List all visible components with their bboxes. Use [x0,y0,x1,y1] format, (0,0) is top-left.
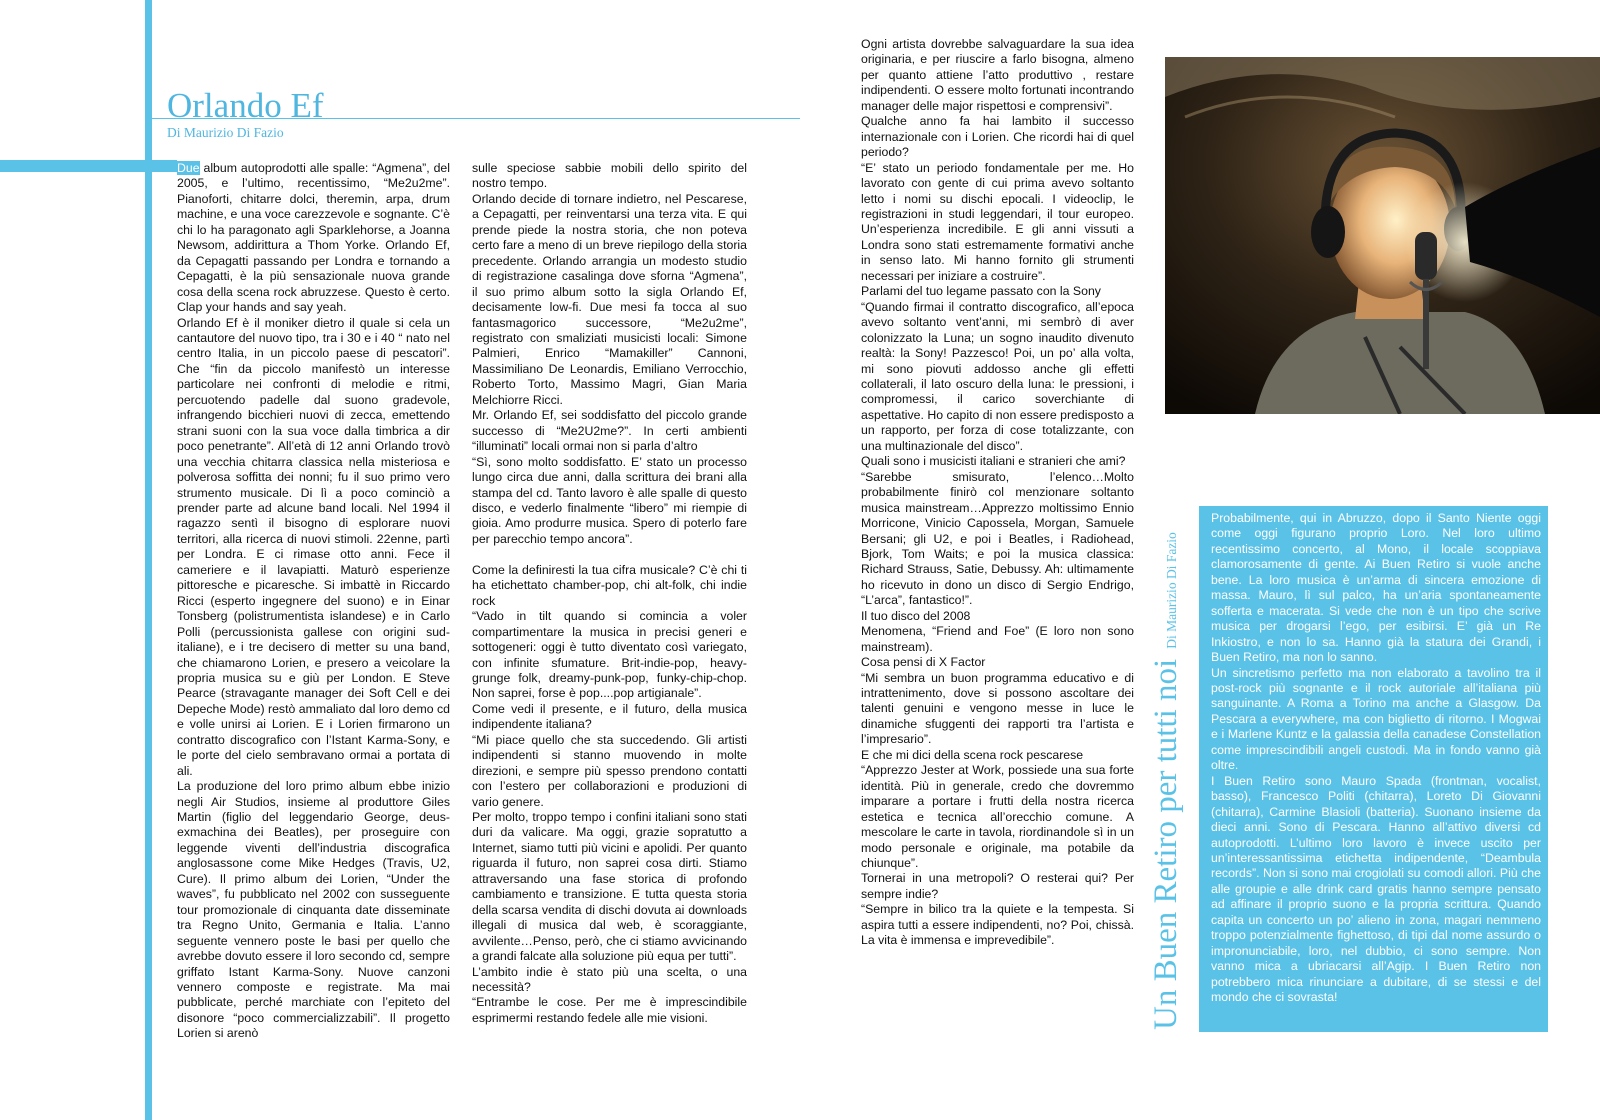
sidebar-byline: Di Maurizio Di Fazio [1164,532,1179,649]
answer: “Entrambe le cose. Per me è imprescindibile esprimermi restando fedele alle mie visioni. [472,995,747,1025]
paragraph: Orlando decide di tornare indietro, nel Pescarese, a Cepagatti, per reinventarsi una terza vita. E qui prende piede la nostra storia, che non poteva certo fare a meno di un breve riepilogo della storia precedente. Orlando arrangia un modesto studio di registrazione casalinga dove sforna “Agmena”, il suo primo album sotto la sigla Orlando Ef, decisamente low-fi. Due mesi fa tocca al suo fantasmagorico successore, “Me2u2me”, registrato con smaliziati musicisti locali: Simone Palmieri, Enrico “Mamakiller” Cannoni, Massimiliano De Leonardis, Emiliano Verrocchio, Roberto Torto, Massimo Magri, Gian Maria Melchiorre Ricci. [472,191,747,407]
answer: “Sarebbe smisurato, l’elenco…Molto probabilmente finirò col menzionare soltanto musica mainstream…Apprezzo moltissimo Ennio Morricone, Vinicio Capossela, Morgan, Samuele Bersani; gli U2, e poi i Beatles, i Radiohead, Bjork, Tom Waits; e poi la musica classica: Richard Strauss, Satie, Debussy. Ah: ultimamente ho ricevuto in dono un disco di Sergio Endrigo, “L’arca”, fantastico!”. [861,469,1134,608]
question: L’ambito indie è stato più una scelta, o una necessità? [472,964,747,995]
singer-photo [1165,57,1600,414]
question: Come la definiresti la tua cifra musicale? C’è chi ti ha etichettato chamber-pop, chi alt-folk, chi indie rock [472,562,747,608]
answer: “Mi sembra un buon programma educativo e di intrattenimento, dove si possono ascoltare dei talenti genuini e vengono messe in luce le dinamiche sfuggenti dei rapporti tra l’artista e l’impresario”. [861,670,1134,747]
paragraph: I Buen Retiro sono Mauro Spada (frontman, vocalist, basso), Francesco Politi (chitarra), Loreto Di Giovanni (chitarra), Carmine Blasioli (batteria). Suonano insieme da dieci anni. Sono di Pescara. Hanno all’attivo diversi cd autoprodotti. L’ultimo loro lavoro è invece uscito per un’interessantissima etichetta indipendente, “Deambula records”. Non si sono mai crogiolati su comodi allori. Più che alle groupie e alle drink card gratis hanno sempre pensato ad affinare il proprio suono e la propria scrittura. Quando capita un concerto un po’ alieno in zona, magari nemmeno troppo potenzialmente fighettoso, di tipi dal nome assurdo o impronunciabile, loro, nel dubbio, ci sono sempre. Non vanno mica a ubriacarsi all’Agip. I Buen Retiro non potrebbero mica rinunciare a dubitare, di se stessi e del mondo che ci sovrasta! [1211,773,1541,1005]
answer: Ogni artista dovrebbe salvaguardare la sua idea originaria, e per riuscire a farlo bisogna, almeno per quanto attiene l’atto produttivo , restare indipendenti. O essere molto fortunati incontrando manager delle major rispettosi e comprensivi”. [861,37,1134,113]
answer: “Mi piace quello che sta succedendo. Gli artisti indipendenti si stanno muovendo in molte direzioni, e sempre più spesso prendono contatti con l’estero per collaborazioni e produzioni di vario genere. [472,732,747,809]
article-column-1 [177,161,450,1042]
question: Come vedi il presente, e il futuro, della musica indipendente italiana? [472,701,747,732]
sidebar-article-text [1211,511,1541,1006]
answer: “Vado in tilt quando si comincia a voler compartimentare la musica in precisi generi e sottogeneri: oggi è tutto diventato così variegato, con infinite sfumature. Brit-indie-pop, heavy-grunge folk, dreamy-punk-pop, funky-chip-chop. Non saprei, forse è pop....pop artigianale”. [472,609,747,701]
question: Mr. Orlando Ef, sei soddisfatto del piccolo grande successo di “Me2U2me?”. In certi ambienti “illuminati” locali ormai non si parla d’altro [472,408,747,454]
article-column-2 [472,161,747,1026]
question: Qualche anno fa hai lambito il successo internazionale con i Lorien. Che ricordi hai di quel periodo? [861,114,1134,160]
article-column-3 [861,37,1134,949]
spacer [472,547,747,562]
left-accent-stripe [0,160,177,172]
answer: “Quando firmai il contratto discografico, all’epoca avevo soltanto vent’anni, mi sembrò di aver colonizzato la Luna; un sogno inaudito divenuto realtà: la Sony! Pazzesco! Poi, un po’ alla volta, mi sono piovuti addosso anche gli effetti collaterali, il lato oscuro della luna: le pressioni, i compromessi, il carico soverchiante di aspettative. Ho capito di non essere predisposto a un rapporto, per forza di cose totalizzante, con una multinazionale del disco”. [861,299,1134,453]
answer: “Sì, sono molto soddisfatto. E’ stato un processo lungo circa due anni, dalla scrittura dei brani alla stampa del cd. Tanto lavoro è alle spalle di questo disco, e vederlo finalmente “libero” mi riempie di gioia. Amo produrre musica. Spero di poterlo fare per parecchio tempo ancora”. [472,454,747,546]
sidebar-vertical-title [1148,532,1185,1030]
question: E che mi dici della scena rock pescarese [861,747,1084,762]
article-byline: Di Maurizio Di Fazio [167,125,284,140]
paragraph: La produzione del loro primo album ebbe inizio negli Air Studios, insieme al produttore Giles Martin (figlio del leggendario George, deus-exmachina dei Beatles), per proseguire con leggende viventi dell’industria discografica anglosassone come Mike Hedges (Travis, U2, Cure). Il primo album dei Lorien, “Under the waves”, fu pubblicato nel 2002 con susseguente tour promozionale di cinquanta date disseminate tra Regno Unito, Germania e Italia. L’anno seguente vennero poste le basi per quello che avrebbe dovuto essere il loro secondo cd, sempre griffato Istant Karma-Sony. Nuove canzoni vennero composte e registrate. Ma mai pubblicate, perché marchiate con l’epiteto del disonore “poco commercializzabili”. Il progetto Lorien si arenò [177,779,450,1041]
paragraph: Orlando Ef è il moniker dietro il quale si cela un cantautore del nuovo tipo, tra i 30 e i 40 “ nato nel centro Italia, in un piccolo paese di pescatori”. Che “fin da piccolo manifestò un interesse particolare nei confronti di melodie e ritmi, percuotendo padelle dal suono gradevole, infrangendo bicchieri nuovi di zecca, emettendo strani suoni con la sua voce dalla timbrica a dir poco penetrante”. All’età di 12 anni Orlando trovò una vecchia chitarra classica nella misteriosa e polverosa soffitta dei nonni; fu il suo primo vero strumento musicale. Di lì a poco cominciò a prender parte ad alcune band locali. Nel 1994 il ragazzo sentì il bisogno di esplorare nuovi territori, alla ricerca di nuovi stimoli. 22enne, partì per Londra. E ci rimase otto anni. Fece il cameriere e il lavapiatti. Maturò esperienze pittoresche e picaresche. Si imbattè in Riccardo Ricci (esperto ingegnere del suono) e in Einar Tonsberg (polistrumentista islandese) e in Carlo Polli (percussionista gallese con origini sud-italiane), e i tre decisero di metter su una band, che chiamarono Lorien, e presero a veicolare la propria musica su e giù per London. E Steve Pearce (stravagante manager dei Soft Cell e dei Depeche Mode) restò ammaliato dal loro demo cd e volle unirsi ai Lorien. E i Lorien firmarono un contratto discografico con l’Istant Karma-Sony, e le porte del cielo sembravano ormai a portata di ali. [177,315,450,778]
photo-illustration [1165,57,1600,414]
answer: “Apprezzo Jester at Work, possiede una sua forte identità. Più in generale, credo che dovremmo imparare a portare i frutti della nostra ricerca estetica e tecnica all’orecchio comune. A mescolare le carte in tavola, riordinandole sì in un modo personale e originale, ma potabile da chiunque”. [861,763,1134,871]
paragraph: sulle speciose sabbie mobili dello spirito del nostro tempo. [472,161,747,191]
paragraph: Due album autoprodotti alle spalle: “Agmena”, del 2005, e l’ultimo, recentissimo, “Me2u2me”. Pianoforti, chitarre dolci, theremin, arpa, drum machine, e una voce carezzevole e sognante. C’è chi lo ha paragonato agli Sparklehorse, a Joanna Newsom, addirittura a Thom Yorke. Orlando Ef, da Cepagatti passando per Londra e tornando a Cepagatti, è la più sensazionale nuova grande cosa della scena rock abruzzese. Questo è certo. Clap your hands and say yeah. [177,161,450,315]
answer: Menomena, “Friend and Foe” (E loro non sono mainstream). [861,624,1134,654]
sidebar-article-box [1199,506,1548,1032]
question: Il tuo disco del 2008 [861,608,971,623]
first-word-highlight: Due [177,161,200,175]
answer: “Sempre in bilico tra la quiete e la tempesta. Si aspira tutti a essere indipendenti, no? Poi, chissà. La vita è immensa e imprevedibile”. [861,902,1134,948]
question: Quali sono i musicisti italiani e stranieri che ami? [861,454,1126,469]
answer: Per molto, troppo tempo i confini italiani sono stati duri da valicare. Ma oggi, grazie sopratutto a Internet, siamo tutti più vicini e apolidi. Per quanto riguarda il futuro, non saprei cosa dirti. Stiamo attraversando una fase storica di profondo cambiamento e transizione. E tutta questa storia della scarsa vendita di dischi dovuta ai downloads illegali di musica dal web, è scoraggiante, avvilente…Penso, però, che ci stiamo avvicinando a grandi falcate alla soluzione più equa per tutti”. [472,810,747,964]
sidebar-title: Un Buen Retiro per tutti noi [1148,658,1184,1030]
paragraph: Probabilmente, qui in Abruzzo, dopo il Santo Niente oggi come oggi figurano proprio Loro. Nel loro ultimo recentissimo concerto, al Mono, il locale scoppiava clamorosamente di gente. Ai Buen Retiro si vuole anche bene. La loro musica è un’arma di sincera emozione di massa. Mauro, lì sul palco, ha un’aria spontaneamente sofferta e macerata. Si vede che non è un tipo che scrive musica per drogarsi l’ego, per esibirsi. E’ già un Re Inkiostro, e non lo sa. Hanno già la statura dei Grandi, i Buen Retiro, ma non lo sanno. [1211,511,1541,665]
question: Parlami del tuo legame passato con la Sony [861,284,1101,299]
question: Tornerai in una metropoli? O resterai qui? Per sempre indie? [861,871,1134,901]
answer: “E’ stato un periodo fondamentale per me. Ho lavorato con gente di cui prima avevo soltanto letto i nomi su dischi epocali. I videoclip, le registrazioni in studi leggendari, il tour europeo. Un’esperienza incredibile. E gli anni vissuti a Londra sono stati estremamente formativi anche in senso lato. Mi hanno fornito gli strumenti necessari per iniziare a costruire”. [861,160,1134,283]
paragraph: Un sincretismo perfetto ma non elaborato a tavolino tra il post-rock più sognante e il rock autoriale all’italiana più sanguinante. A Roma a Torino ma anche a Glasgow. Da Pescara a everywhere, ma con biglietto di ritorno. I Mogwai e i Marlene Kuntz e la galassia della canadese Constellation come imprescindibili angeli custodi. Ma in fondo vanno già oltre. [1211,665,1541,773]
question: Cosa pensi di X Factor [861,655,986,670]
article-title: Orlando Ef [167,86,324,125]
